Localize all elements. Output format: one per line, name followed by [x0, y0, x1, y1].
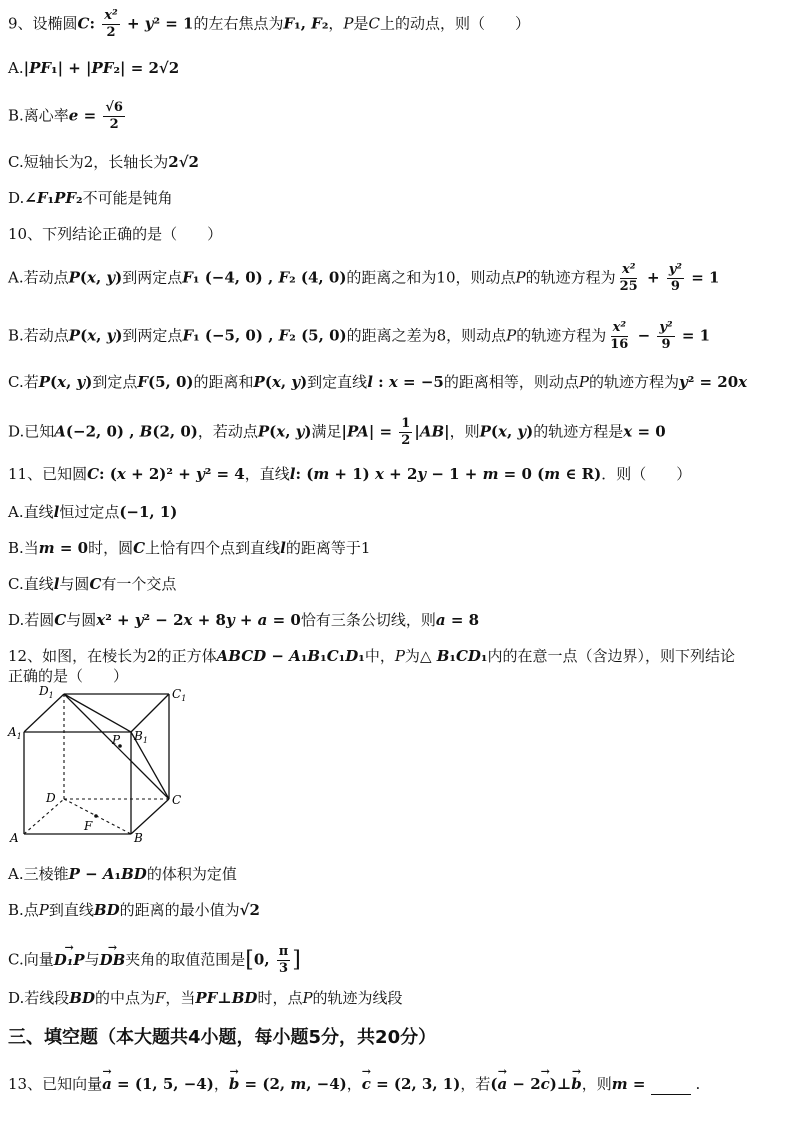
label-a: A	[10, 831, 19, 845]
cube-figure	[6, 684, 196, 846]
label-a1: $A_1$	[8, 725, 22, 741]
label-d: D	[46, 791, 56, 805]
label-p: P	[112, 733, 121, 747]
q10-stem: 10、下列结论正确的是（ ）	[8, 225, 223, 243]
label-b1: $B_1$	[134, 729, 148, 745]
section-title: 三、填空题（本大题共4小题，每小题5分，共20分）	[8, 1027, 437, 1048]
q10-option-a: A.若动点P(x, y)到两定点F₁ (−4, 0) , F₂ (4, 0)的距离之和为10，则动点P的轨迹方程为 $\frac{\text{x²}}{25}$ + $\frac{\text{y²}}{9}$ = 1	[8, 262, 720, 294]
q12-option-c: C.向量→ D₁P与→ DB夹角的取值范围是[0, $\frac{\pi}{3}$ ]	[8, 944, 301, 977]
q9-option-c: C.短轴长为2，长轴长为2√2	[8, 153, 199, 171]
q11-option-d: D.若圆C与圆x² + y² − 2x + 8y + a = 0恰有三条公切线，则a = 8	[8, 611, 480, 629]
point-f	[94, 814, 98, 818]
label-d1: $D_1$	[39, 684, 54, 700]
q9-stem: 9、设椭圆C: $\frac{\text{x²}}{2}$ + y² = 1的左右焦点为F₁, F₂，P是C上的动点，则（ ）	[8, 8, 531, 40]
q12-option-b: B.点P到直线BD的距离的最小值为√2	[8, 901, 260, 919]
q11-option-c: C.直线l与圆C有一个交点	[8, 575, 177, 593]
q12-stem-line2: 正确的是（ ）	[8, 667, 129, 685]
answer-blank[interactable]	[651, 1074, 691, 1095]
q13-stem: 13、已知向量→ a = (1, 5, −4)，→ b = (2, m, −4)，→ c = (2, 3, 1)，若(→ a − 2→ c)⊥→ b，则m = .	[8, 1074, 700, 1095]
q9-option-b: B.离心率e = $\frac{√6}{2}$	[8, 100, 123, 132]
q9-option-d: D.∠F₁PF₂不可能是钝角	[8, 189, 173, 207]
q11-option-a: A.直线l恒过定点(−1, 1)	[8, 503, 178, 521]
label-c1: $C_1$	[172, 687, 187, 703]
label-b: B	[134, 831, 143, 845]
q12-option-a: A.三棱锥P − A₁BD的体积为定值	[8, 865, 237, 883]
label-f: F	[84, 819, 93, 833]
q9-option-a: A.|PF₁| + |PF₂| = 2√2	[8, 59, 180, 77]
q10-option-d: D.已知A(−2, 0) , B(2, 0)，若动点P(x, y)满足|PA| = $\frac{1}{2}$ |AB|，则P(x, y)的轨迹方程是x = 0	[8, 416, 666, 448]
q11-stem: 11、已知圆C: (x + 2)² + y² = 4，直线l: (m + 1) x + 2y − 1 + m = 0 (m ∈ R)．则（ ）	[8, 465, 692, 483]
q10-option-c: C.若P(x, y)到定点F(5, 0)的距离和P(x, y)到定直线l : x = −5的距离相等，则动点P的轨迹方程为y² = 20x	[8, 373, 748, 391]
q12-stem-line1: 12、如图，在棱长为2的正方体ABCD − A₁B₁C₁D₁中，P为△ B₁CD₁内的在意一点（含边界），则下列结论	[8, 647, 736, 665]
q11-option-b: B.当m = 0时，圆C上恰有四个点到直线l的距离等于1	[8, 539, 371, 557]
q12-option-d: D.若线段BD的中点为F，当PF⊥BD时，点P的轨迹为线段	[8, 989, 403, 1007]
label-c: C	[172, 793, 182, 807]
q10-option-b: B.若动点P(x, y)到两定点F₁ (−5, 0) , F₂ (5, 0)的距离之差为8，则动点P的轨迹方程为 $\frac{\text{x²}}{16}$ − $\frac{\text{y²}}{9}$ = 1	[8, 320, 711, 352]
